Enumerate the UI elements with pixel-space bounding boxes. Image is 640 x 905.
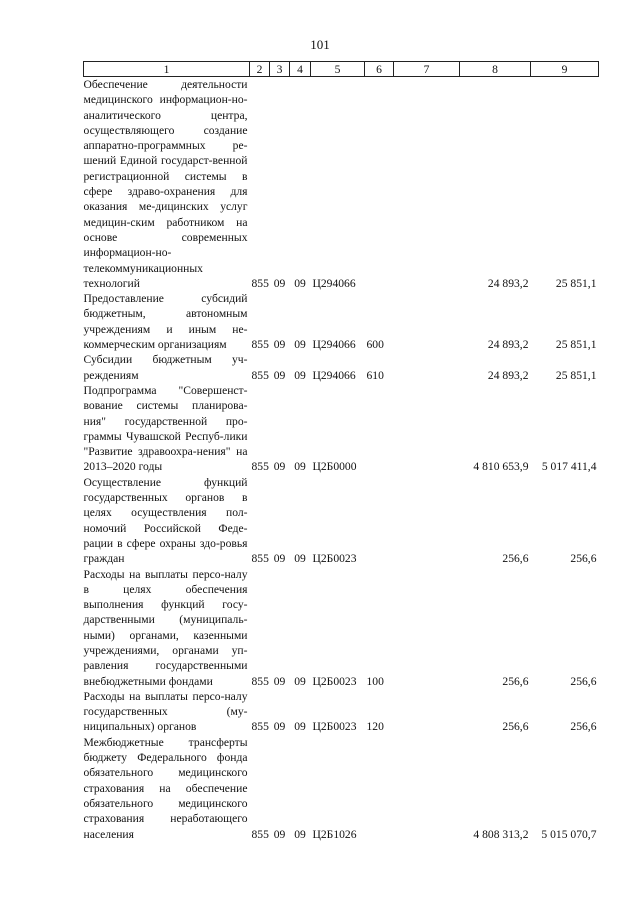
section-code: 09 <box>273 674 286 688</box>
subsection-code: 09 <box>294 368 306 382</box>
table-row <box>84 689 599 735</box>
amount-column-9: 5 017 411,4 <box>541 460 597 474</box>
target-article-code: Ц2Б0023 <box>312 674 357 688</box>
column-header-1: 1 <box>84 62 250 77</box>
amount-column-8: 4 808 313,2 <box>473 827 529 841</box>
subsection-code: 09 <box>294 552 306 566</box>
section-code: 09 <box>273 338 286 352</box>
expense-type-code: 100 <box>366 674 384 688</box>
target-article-code: Ц2Б0000 <box>312 460 357 474</box>
row-name: Субсидии бюджетным уч-реждениям <box>83 353 248 382</box>
column-header-9: 9 <box>531 62 599 77</box>
row-name: Осуществление функций государственных органов в целях осуществления пол-номочий Российской Феде-рации в сфере охраны здо-ровья граждан <box>83 475 248 566</box>
expense-type-code: 120 <box>366 720 384 734</box>
amount-column-9: 25 851,1 <box>555 338 597 352</box>
ministry-code: 855 <box>251 720 269 734</box>
subsection-code: 09 <box>294 720 306 734</box>
column-header-2: 2 <box>250 62 270 77</box>
ministry-code: 855 <box>251 552 269 566</box>
column-header-6: 6 <box>365 62 394 77</box>
amount-column-9: 256,6 <box>570 674 597 688</box>
amount-column-8: 256,6 <box>502 720 529 734</box>
column-7-value <box>394 475 460 567</box>
column-7-value <box>394 383 460 475</box>
target-article-code: Ц294066 <box>312 276 356 290</box>
table-row <box>84 475 599 567</box>
row-name: Предоставление субсидий бюджетным, автономным учреждениям и иным не-коммерческим организациям <box>83 292 248 352</box>
expense-type-code <box>365 735 394 842</box>
row-name: Расходы на выплаты персо-налу в целях обеспечения выполнения функций госу-дарственными (муниципаль-ными) органами, казенными учреждениями, органами уп-равления государственными внебюджетными фондами <box>83 567 248 688</box>
column-7-value <box>394 77 460 292</box>
column-7-value <box>394 689 460 735</box>
table-row <box>84 383 599 475</box>
section-code: 09 <box>273 552 286 566</box>
column-7-value <box>394 567 460 689</box>
budget-table <box>83 61 599 842</box>
table-row <box>84 77 599 292</box>
amount-column-9: 5 015 070,7 <box>541 827 597 841</box>
column-7-value <box>394 291 460 352</box>
table-row <box>84 735 599 842</box>
subsection-code: 09 <box>294 674 306 688</box>
section-code: 09 <box>273 827 286 841</box>
page-number: 101 <box>310 37 330 52</box>
row-name: Межбюджетные трансферты бюджету Федерального фонда обязательного медицинского страхования на обеспечение обязательного медицинского страхования неработающего населения <box>83 735 248 841</box>
amount-column-9: 256,6 <box>570 552 597 566</box>
row-name: Расходы на выплаты персо-налу государственных (му-ниципальных) органов <box>83 689 248 734</box>
subsection-code: 09 <box>294 827 306 841</box>
table-row <box>84 352 599 383</box>
ministry-code: 855 <box>251 460 269 474</box>
amount-column-8: 256,6 <box>502 674 529 688</box>
ministry-code: 855 <box>251 276 269 290</box>
expense-type-code <box>365 383 394 475</box>
column-7-value <box>394 735 460 842</box>
target-article-code: Ц294066 <box>312 338 356 352</box>
expense-type-code <box>365 77 394 292</box>
column-header-3: 3 <box>270 62 290 77</box>
column-header-4: 4 <box>290 62 311 77</box>
table-row <box>84 291 599 352</box>
target-article-code: Ц2Б0023 <box>312 720 357 734</box>
table-row <box>84 567 599 689</box>
amount-column-8: 256,6 <box>502 552 529 566</box>
section-code: 09 <box>273 276 286 290</box>
target-article-code: Ц294066 <box>312 368 356 382</box>
expense-type-code: 600 <box>366 338 384 352</box>
ministry-code: 855 <box>251 338 269 352</box>
row-name: Обеспечение деятельности медицинского информацион-но-аналитического центра, осуществляющего создание аппаратно-программных ре-шений Единой государст-венной регистрационной системы в сфере здраво-охранения для оказания ме-дицинских услуг медицин-ским работником на основе современных информацион-но-телекоммуникационных технологий <box>83 78 248 290</box>
section-code: 09 <box>273 720 286 734</box>
expense-type-code <box>365 475 394 567</box>
target-article-code: Ц2Б1026 <box>312 827 357 841</box>
row-name: Подпрограмма "Совершенст-вование системы планирова-ния" государственной про-граммы Чувашской Респуб-лики "Развитие здравоохра-нения" на 2013–2020 годы <box>83 383 248 474</box>
target-article-code: Ц2Б0023 <box>312 552 357 566</box>
subsection-code: 09 <box>294 460 306 474</box>
table-header <box>84 62 599 77</box>
column-header-5: 5 <box>311 62 365 77</box>
ministry-code: 855 <box>251 827 269 841</box>
amount-column-8: 24 893,2 <box>487 368 529 382</box>
ministry-code: 855 <box>251 674 269 688</box>
ministry-code: 855 <box>251 368 269 382</box>
section-code: 09 <box>273 368 286 382</box>
amount-column-9: 25 851,1 <box>555 276 597 290</box>
amount-column-9: 256,6 <box>570 720 597 734</box>
amount-column-8: 24 893,2 <box>487 338 529 352</box>
section-code: 09 <box>273 460 286 474</box>
expense-type-code: 610 <box>366 368 384 382</box>
amount-column-9: 25 851,1 <box>555 368 597 382</box>
amount-column-8: 24 893,2 <box>487 276 529 290</box>
column-header-8: 8 <box>460 62 531 77</box>
column-7-value <box>394 352 460 383</box>
subsection-code: 09 <box>294 276 306 290</box>
column-header-7: 7 <box>394 62 460 77</box>
amount-column-8: 4 810 653,9 <box>473 460 529 474</box>
subsection-code: 09 <box>294 338 306 352</box>
